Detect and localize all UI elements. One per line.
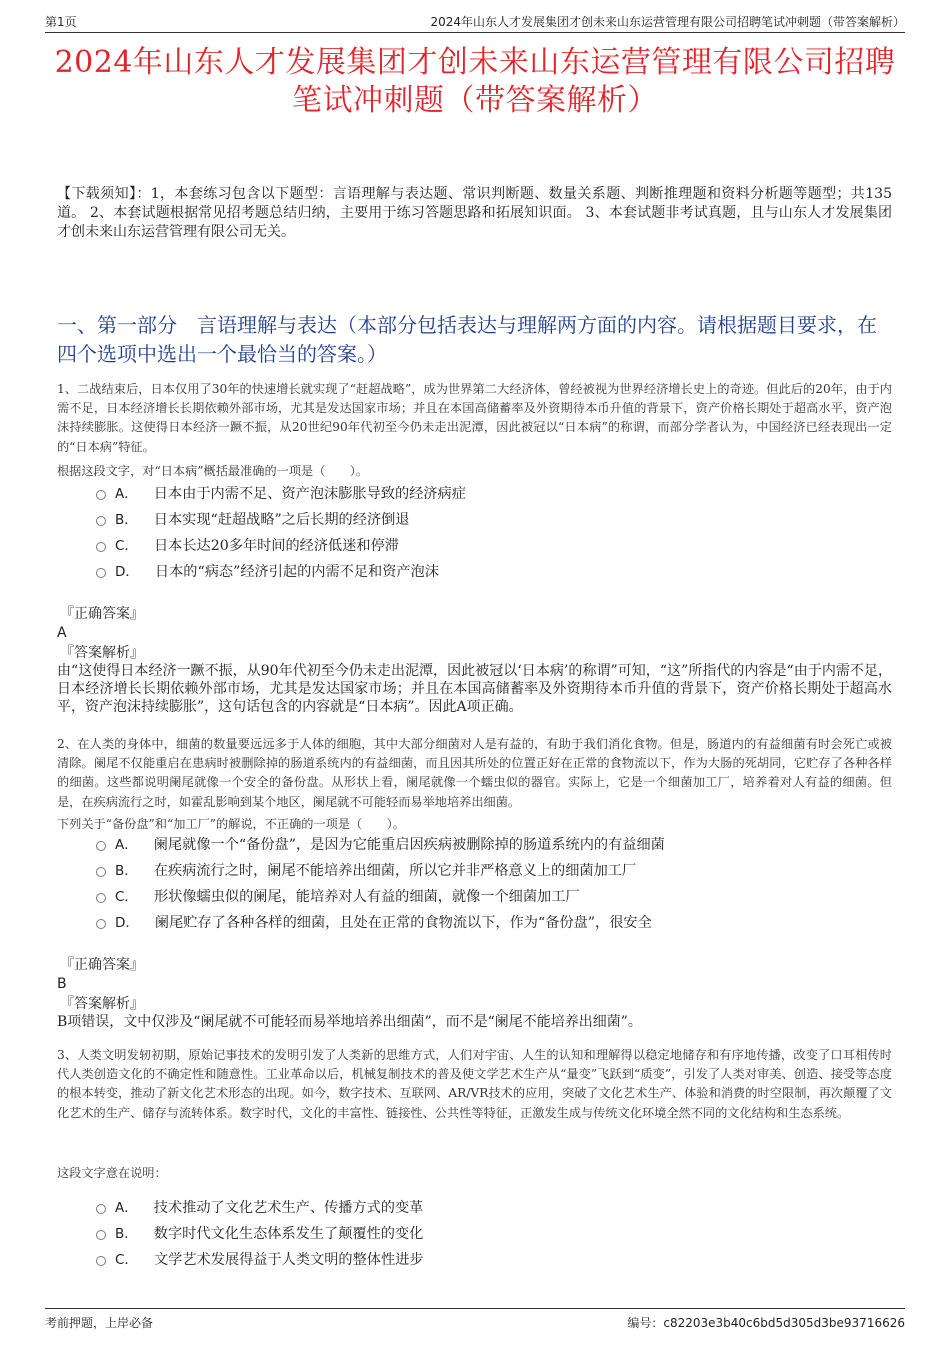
question-2-answer: B — [57, 976, 67, 992]
question-2-text: 2、在人类的身体中，细菌的数量要远远多于人体的细胞，其中大部分细菌对人是有益的，有助于我们消化食物。但是，肠道内的有益细菌有时会死亡或被清除。阑尾不仅能重启在患病时被删除掉的肠道系统内的有益细菌，而且因其所处的位置正好在正常的食物流以下，作为大肠的死胡同，它贮存了各种各样的细菌。这些都说明阑尾就像一个安全的备份盘。从形状上看，阑尾就像一个蠕虫似的器官。实际上，它是一个细菌加工厂，培养着对人有益的细菌。但是，在疾病流行之时，如霍乱影响到某个地区，阑尾就不可能轻而易举地培养出细菌。 — [57, 737, 892, 809]
radio-icon[interactable] — [96, 542, 106, 552]
option-a[interactable]: A． 阑尾就像一个“备份盘”，是因为它能重启因疾病被删除掉的肠道系统内的有益细菌 — [96, 832, 890, 858]
section-title — [57, 311, 892, 369]
option-c[interactable]: C． 形状像蠕虫似的阑尾，能培养对人有益的细菌，就像一个细菌加工厂 — [96, 884, 890, 910]
option-b[interactable]: B． 在疾病流行之时，阑尾不能培养出细菌，所以它并非严格意义上的细菌加工厂 — [96, 858, 890, 884]
radio-icon[interactable] — [96, 841, 106, 851]
question-2-prompt: 下列关于“备份盘”和“加工厂”的解说，不正确的一项是（ ）。 — [57, 817, 405, 831]
option-c[interactable]: C． 日本长达20多年时间的经济低迷和停滞 — [96, 533, 890, 559]
page-number: 第1页 — [45, 15, 77, 29]
question-3-prompt: 这段文字意在说明： — [57, 1166, 167, 1180]
correct-answer-label: 『正确答案』 — [60, 606, 144, 622]
section-name: 一、第一部分 — [57, 313, 177, 337]
question-2-analysis: B项错误，文中仅涉及“阑尾就不可能轻而易举地培养出细菌”，而不是“阑尾不能培养出细菌”。 — [57, 1014, 642, 1030]
radio-icon[interactable] — [96, 1256, 106, 1266]
question-2-options — [96, 832, 890, 936]
footer-slogan: 考前押题，上岸必备 — [45, 1316, 154, 1330]
radio-icon[interactable] — [96, 516, 106, 526]
download-notice: 【下载须知】：1，本套练习包含以下题型：言语理解与表达题、常识判断题、数量关系题、判断推理题和资料分析题等题型；共135道。 2、本套试题根据常见招考题总结归纳，主要用于练习答题思路和拓展知识面。 3、本套试题非考试真题，且与山东人才发展集团才创未来山东运营管理有限公司无关。 — [57, 186, 892, 240]
option-a[interactable]: A． 技术推动了文化艺术生产、传播方式的变革 — [96, 1195, 890, 1221]
radio-icon[interactable] — [96, 568, 106, 578]
correct-answer-label: 『正确答案』 — [60, 957, 144, 973]
analysis-label: 『答案解析』 — [60, 996, 144, 1012]
question-3-text: 3、人类文明发轫初期，原始记事技术的发明引发了人类新的思维方式，人们对宇宙、人生的认知和理解得以稳定地储存和有序地传播，改变了口耳相传时代人类创造文化的不确定性和随意性。工业革命以后，机械复制技术的普及使文学艺术生产从“量变”飞跃到“质变”，引发了人类对审美、创造、接受等态度的根本转变，推动了新文化艺术形态的出现。如今，数字技术、互联网、AR/VR技术的应用，突破了文化艺术生产、体验和消费的时空限制，再次颠覆了文化艺术的生产、储存与流转体系。数字时代，文化的丰富性、链接性、公共性等特征，正激发生成与传统文化环境全然不同的文化结构和生态系统。 — [57, 1048, 892, 1120]
question-3-options — [96, 1195, 890, 1273]
radio-icon[interactable] — [96, 919, 106, 929]
option-d[interactable]: D． 阑尾贮存了各种各样的细菌，且处在正常的食物流以下，作为“备份盘”，很安全 — [96, 910, 890, 936]
document-code — [627, 1313, 905, 1333]
question-1-text: 1、二战结束后，日本仅用了30年的快速增长就实现了“赶超战略”，成为世界第二大经济体，曾经被视为世界经济增长史上的奇迹。但此后的20年，由于内需不足，日本经济增长长期依赖外部市场，尤其是发达国家市场；并且在本国高储蓄率及外资期待本币升值的背景下，资产价格长期处于超高水平，资产泡沫持续膨胀。这使得日本经济一蹶不振，从20世纪90年代初至今仍未走出泥潭，因此被冠以“日本病”的称谓，而部分学者认为，中国经济已经表现出一定的“日本病”特征。 — [57, 382, 892, 454]
option-d[interactable]: D． 日本的“病态”经济引起的内需不足和资产泡沫 — [96, 559, 890, 585]
option-a[interactable]: A． 日本由于内需不足、资产泡沫膨胀导致的经济病症 — [96, 481, 890, 507]
option-b[interactable]: B． 日本实现“赶超战略”之后长期的经济倒退 — [96, 507, 890, 533]
option-c[interactable]: C． 文学艺术发展得益于人类文明的整体性进步 — [96, 1247, 890, 1273]
radio-icon[interactable] — [96, 893, 106, 903]
document-title: 2024年山东人才发展集团才创未来山东运营管理有限公司招聘笔试冲刺题（带答案解析） — [54, 45, 896, 118]
radio-icon[interactable] — [96, 867, 106, 877]
code-value: c82203e3b40c6bd5d305d3be93716626 — [663, 1316, 905, 1330]
radio-icon[interactable] — [96, 490, 106, 500]
page-header — [45, 12, 905, 33]
question-1-prompt: 根据这段文字，对“日本病”概括最准确的一项是（ ）。 — [57, 464, 369, 478]
section-desc: 言语理解与表达（本部分包括表达与理解两方面的内容。请根据题目要求，在四个选项中选出一个最恰当的答案。） — [57, 313, 877, 366]
radio-icon[interactable] — [96, 1204, 106, 1214]
code-label: 编号： — [627, 1316, 664, 1330]
radio-icon[interactable] — [96, 1230, 106, 1240]
question-1-analysis: 由“这使得日本经济一蹶不振，从90年代初至今仍未走出泥潭，因此被冠以‘日本病’的称谓”可知，“这”所指代的内容是“由于内需不足，日本经济增长长期依赖外部市场，尤其是发达国家市场；并且在本国高储蓄率及外资期待本币升值的背景下，资产价格长期处于超高水平，资产泡沫持续膨胀”，这句话包含的内容就是“日本病”。因此A项正确。 — [57, 663, 892, 715]
header-doc-title: 2024年山东人才发展集团才创未来山东运营管理有限公司招聘笔试冲刺题（带答案解析） — [430, 15, 905, 29]
page-footer — [45, 1308, 905, 1333]
question-1-answer: A — [57, 625, 67, 641]
analysis-label: 『答案解析』 — [60, 645, 144, 661]
question-1-options — [96, 481, 890, 585]
option-b[interactable]: B． 数字时代文化生态体系发生了颠覆性的变化 — [96, 1221, 890, 1247]
